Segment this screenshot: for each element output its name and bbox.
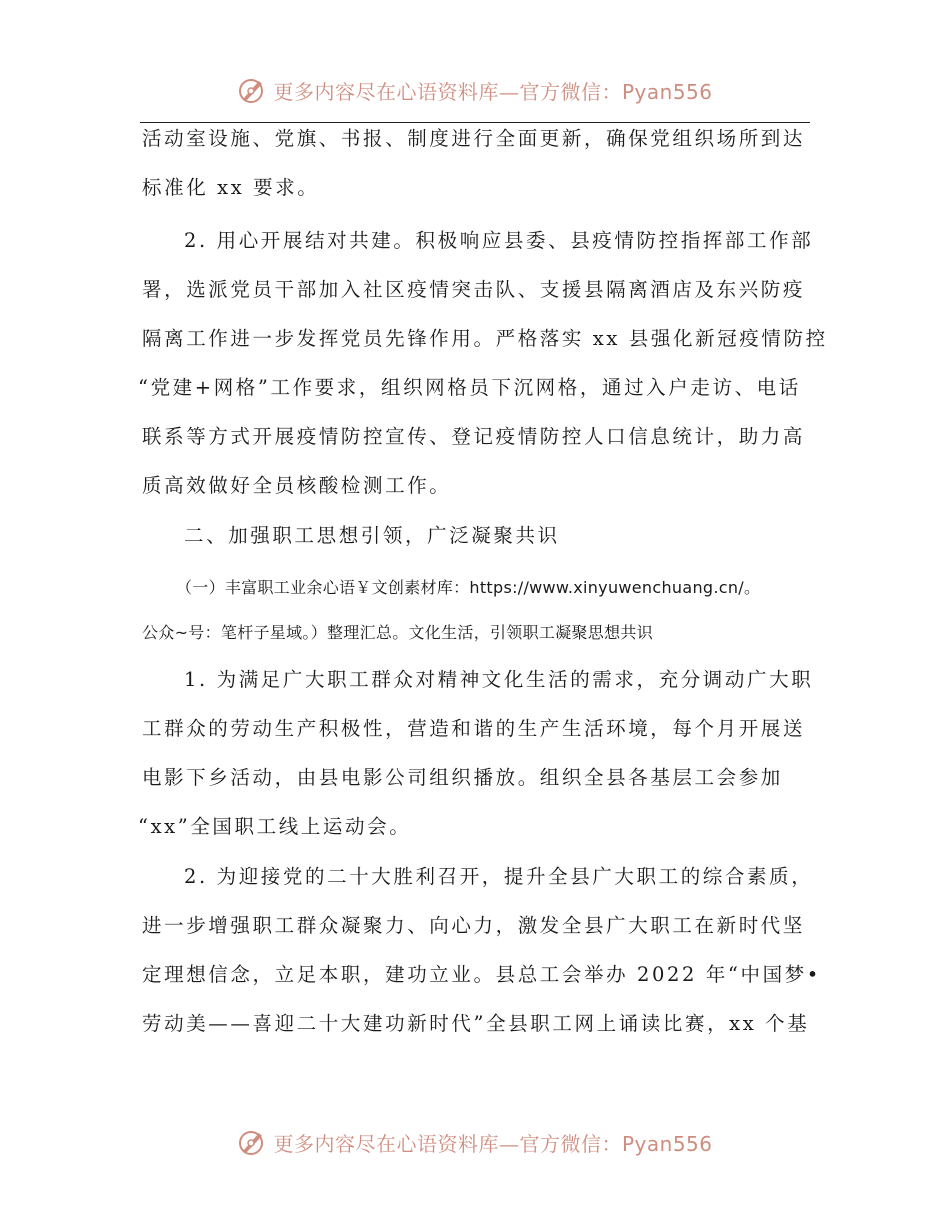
watermark-text: 更多内容尽在心语资料库—官方微信：Pyan556 <box>273 79 713 104</box>
paragraph-line: 工群众的劳动生产积极性，营造和谐的生产生活环境，每个月开展送 <box>142 717 806 740</box>
paragraph-line: 定理想信念，立足本职，建功立业。县总工会举办 2022 年“中国梦• <box>142 963 821 986</box>
paragraph-line: 隔离工作进一步发挥党员先锋作用。严格落实 xx 县强化新冠疫情防控 <box>142 327 828 350</box>
header-watermark <box>0 70 950 110</box>
paragraph-line: “党建+网格”工作要求，组织网格员下沉网格，通过入户走访、电话 <box>138 376 801 399</box>
paragraph-line: 2. 为迎接党的二十大胜利召开，提升全县广大职工的综合素质， <box>184 865 814 888</box>
paragraph-line: 劳动美——喜迎二十大建功新时代”全县职工网上诵读比赛，xx 个基 <box>142 1012 810 1035</box>
paragraph-line: 进一步增强职工群众凝聚力、向心力，激发全县广大职工在新时代坚 <box>142 914 806 937</box>
paragraph-line: 活动室设施、党旗、书报、制度进行全面更新，确保党组织场所到达 <box>142 127 806 150</box>
watermark-text: 更多内容尽在心语资料库—官方微信：Pyan556 <box>273 1131 713 1156</box>
paragraph-line: 1. 为满足广大职工群众对精神文化生活的需求，充分调动广大职 <box>184 668 814 691</box>
paragraph-line: 电影下乡活动，由县电影公司组织播放。组织全县各基层工会参加 <box>142 766 783 789</box>
paragraph-line: 署，选派党员干部加入社区疫情突击队、支援县隔离酒店及东兴防疫 <box>142 278 806 301</box>
quill-seal-icon <box>237 75 267 105</box>
footer-watermark <box>0 1122 950 1162</box>
quill-seal-icon <box>237 1127 267 1157</box>
paragraph-line: 联系等方式开展疫情防控宣传、登记疫情防控人口信息统计，助力高 <box>142 425 806 448</box>
paragraph-line: 标准化 xx 要求。 <box>142 176 320 199</box>
section-heading: 二、加强职工思想引领，广泛凝聚共识 <box>184 524 560 547</box>
paragraph-line: “xx”全国职工线上运动会。 <box>138 815 412 838</box>
paragraph-line: 公众~号：笔杆子星域。）整理汇总。文化生活，引领职工凝聚思想共识 <box>142 623 654 642</box>
paragraph-line: （一）丰富职工业余心语￥文创素材库：https://www.xinyuwenchuang.cn/。 <box>176 578 761 597</box>
header-rule <box>140 122 810 123</box>
paragraph-line: 2. 用心开展结对共建。积极响应县委、县疫情防控指挥部工作部 <box>184 229 814 252</box>
paragraph-line: 质高效做好全员核酸检测工作。 <box>142 474 452 497</box>
